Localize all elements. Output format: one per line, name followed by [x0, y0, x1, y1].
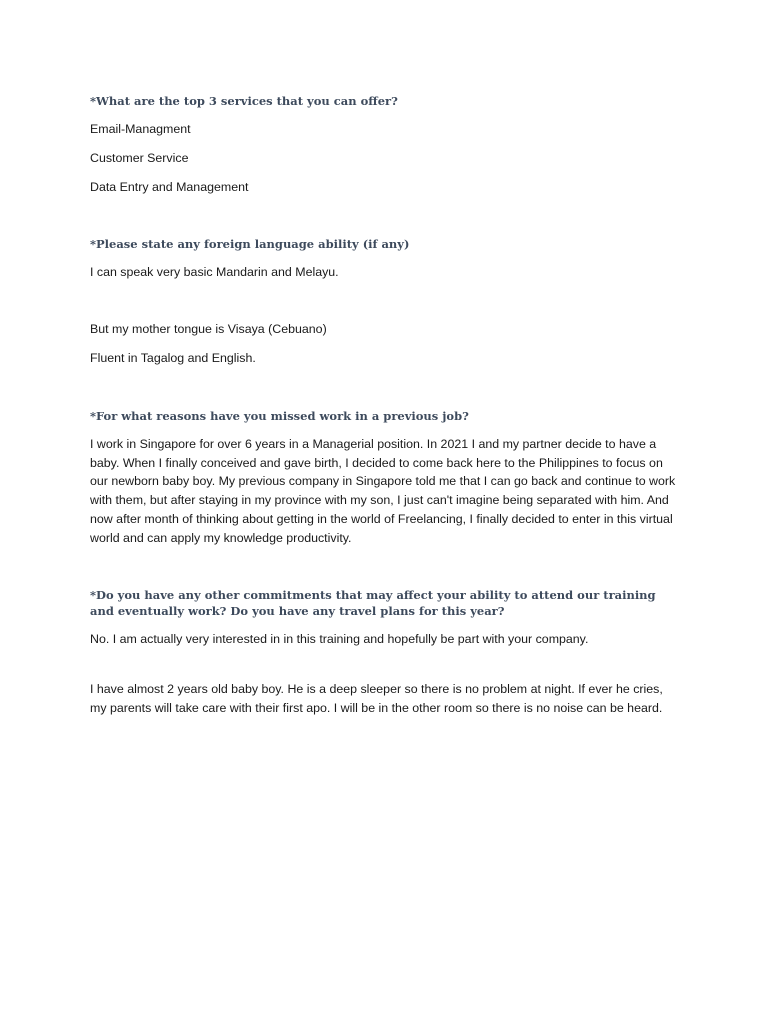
- answer-language-2: But my mother tongue is Visaya (Cebuano): [90, 322, 327, 337]
- answer-service-1: Email-Managment: [90, 122, 191, 136]
- answer-service-3: Data Entry and Management: [90, 179, 249, 194]
- question-foreign-language: *Please state any foreign language ability (if any): [90, 237, 410, 252]
- answer-missed-work: I work in Singapore for over 6 years in a Managerial position. In 2021 I and my partner decide to have a baby. When I finally conceived and gave birth, I decided to come back here to the Philippines to focus on our newborn baby boy. My previous company in Singapore told me that I can go back and continue to work with them, but after staying in my province with my son, I just can't imagine being separated with him. And now after month of thinking about getting in the world of Freelancing, I finally decided to enter in this virtual world and can apply my knowledge productivity.: [90, 436, 676, 545]
- document-page: [90, 93, 682, 718]
- answer-commitments-2: I have almost 2 years old baby boy. He is a deep sleeper so there is no problem at night. If ever he cries, my parents will take care with their first apo. I will be in the other room so there is no noise can be heard.: [90, 682, 663, 716]
- answer-language-1: I can speak very basic Mandarin and Melayu.: [90, 265, 339, 280]
- question-other-commitments: *Do you have any other commitments that may affect your ability to attend our training and eventually work? Do you have any travel plans for this year?: [90, 587, 656, 618]
- answer-service-2: Customer Service: [90, 150, 189, 165]
- question-missed-work: *For what reasons have you missed work in a previous job?: [90, 408, 469, 423]
- answer-commitments-1: No. I am actually very interested in in this training and hopefully be part with your company.: [90, 631, 589, 646]
- question-top-services: *What are the top 3 services that you can offer?: [90, 94, 398, 108]
- answer-language-3: Fluent in Tagalog and English.: [90, 350, 256, 365]
